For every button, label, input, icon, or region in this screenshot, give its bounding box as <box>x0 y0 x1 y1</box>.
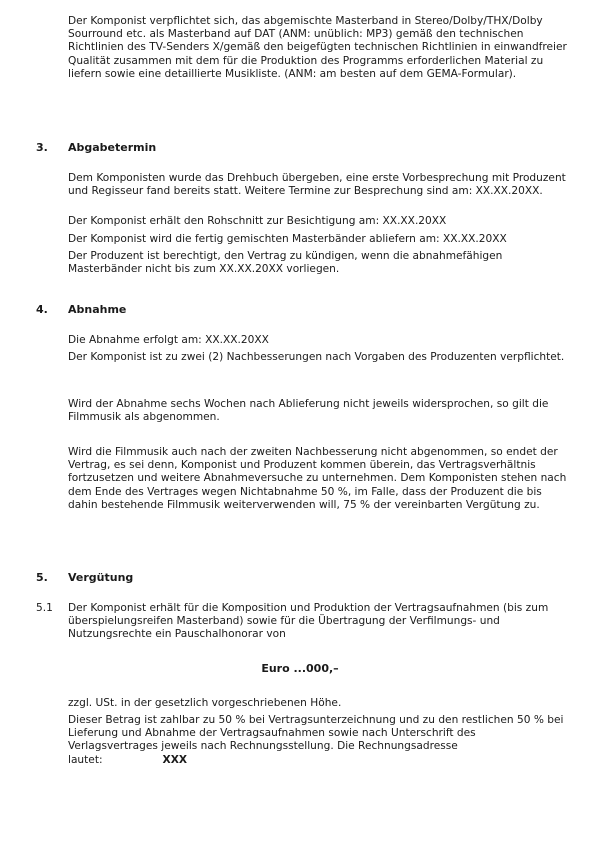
section-5-1-paragraph-3 <box>68 714 568 767</box>
section-4-paragraph-3: Wird der Abnahme sechs Wochen nach Ablieferung nicht jeweils widersprochen, so gilt die Filmmusik als abgenommen. <box>68 398 549 424</box>
intro-paragraph: Der Komponist verpflichtet sich, das abgemischte Masterband in Stereo/Dolby/THX/Dolby Sourround etc. als Masterband auf DAT (ANM: unüblich: MP3) gemäß den technischen Richtlinien des TV-Senders X/gemäß den beigefügten technischen Richtlinien in einwandfreier Qualität zusammen mit dem für die Produktion des Programms erforderlichen Material zu liefern sowie eine detaillierte Musikliste. (ANM: am besten auf dem GEMA-Formular). <box>68 15 567 80</box>
section-3-paragraph-1: Dem Komponisten wurde das Drehbuch übergeben, eine erste Vorbesprechung mit Produzent und Regisseur fand bereits statt. Weitere Termine zur Besprechung sind am: XX.XX.20XX. <box>68 172 566 198</box>
section-5-title: Vergütung <box>68 571 134 584</box>
section-3-number: 3. <box>36 141 48 154</box>
section-5-1-paragraph-3-text: Dieser Betrag ist zahlbar zu 50 % bei Vertragsunterzeichnung und zu den restlichen 50 % bei Lieferung und Abnahme der Vertragsaufnahmen sowie nach Unterschrift des Verlagsvertrages jeweils nach Rechnungsstellung. Die Rechnungsadresse lautet: <box>68 714 564 766</box>
section-3-title: Abgabetermin <box>68 141 157 154</box>
section-4-paragraph-1: Die Abnahme erfolgt am: XX.XX.20XX <box>68 334 269 346</box>
section-3-paragraph-3: Der Komponist wird die fertig gemischten Masterbänder abliefern am: XX.XX.20XX <box>68 233 507 245</box>
section-4-paragraph-2: Der Komponist ist zu zwei (2) Nachbesserungen nach Vorgaben des Produzenten verpflichtet. <box>68 351 565 363</box>
section-3-paragraph-4: Der Produzent ist berechtigt, den Vertrag zu kündigen, wenn die abnahmefähigen Masterbänder nicht bis zum XX.XX.20XX vorliegen. <box>68 250 503 276</box>
section-4-title: Abnahme <box>68 303 127 316</box>
billing-address: XXX <box>162 753 188 766</box>
section-4-number: 4. <box>36 303 48 316</box>
fee-amount: Euro ...000,– <box>261 662 339 675</box>
section-5-1-number: 5.1 <box>36 602 53 614</box>
section-5-1-paragraph-2: zzgl. USt. in der gesetzlich vorgeschriebenen Höhe. <box>68 697 342 709</box>
section-3-paragraph-2: Der Komponist erhält den Rohschnitt zur Besichtigung am: XX.XX.20XX <box>68 215 447 227</box>
section-5-1-paragraph-1: Der Komponist erhält für die Komposition und Produktion der Vertragsaufnahmen (bis zum überspielungsreifen Masterband) sowie für die Übertragung der Verfilmungs- und Nutzungsrechte ein Pauschalhonorar von <box>68 602 549 641</box>
section-5-number: 5. <box>36 571 48 584</box>
section-4-paragraph-4: Wird die Filmmusik auch nach der zweiten Nachbesserung nicht abgenommen, so endet der Vertrag, es sei denn, Komponist und Produzent kommen überein, das Vertragsverhältnis fortzusetzen und weitere Abnahmeversuche zu unternehmen. Dem Komponisten stehen nach dem Ende des Vertrages wegen Nichtabnahme 50 %, im Falle, dass der Produzent die bis dahin bestehende Filmmusik weiterverwenden will, 75 % der vereinbarten Vergütung zu. <box>68 446 567 511</box>
